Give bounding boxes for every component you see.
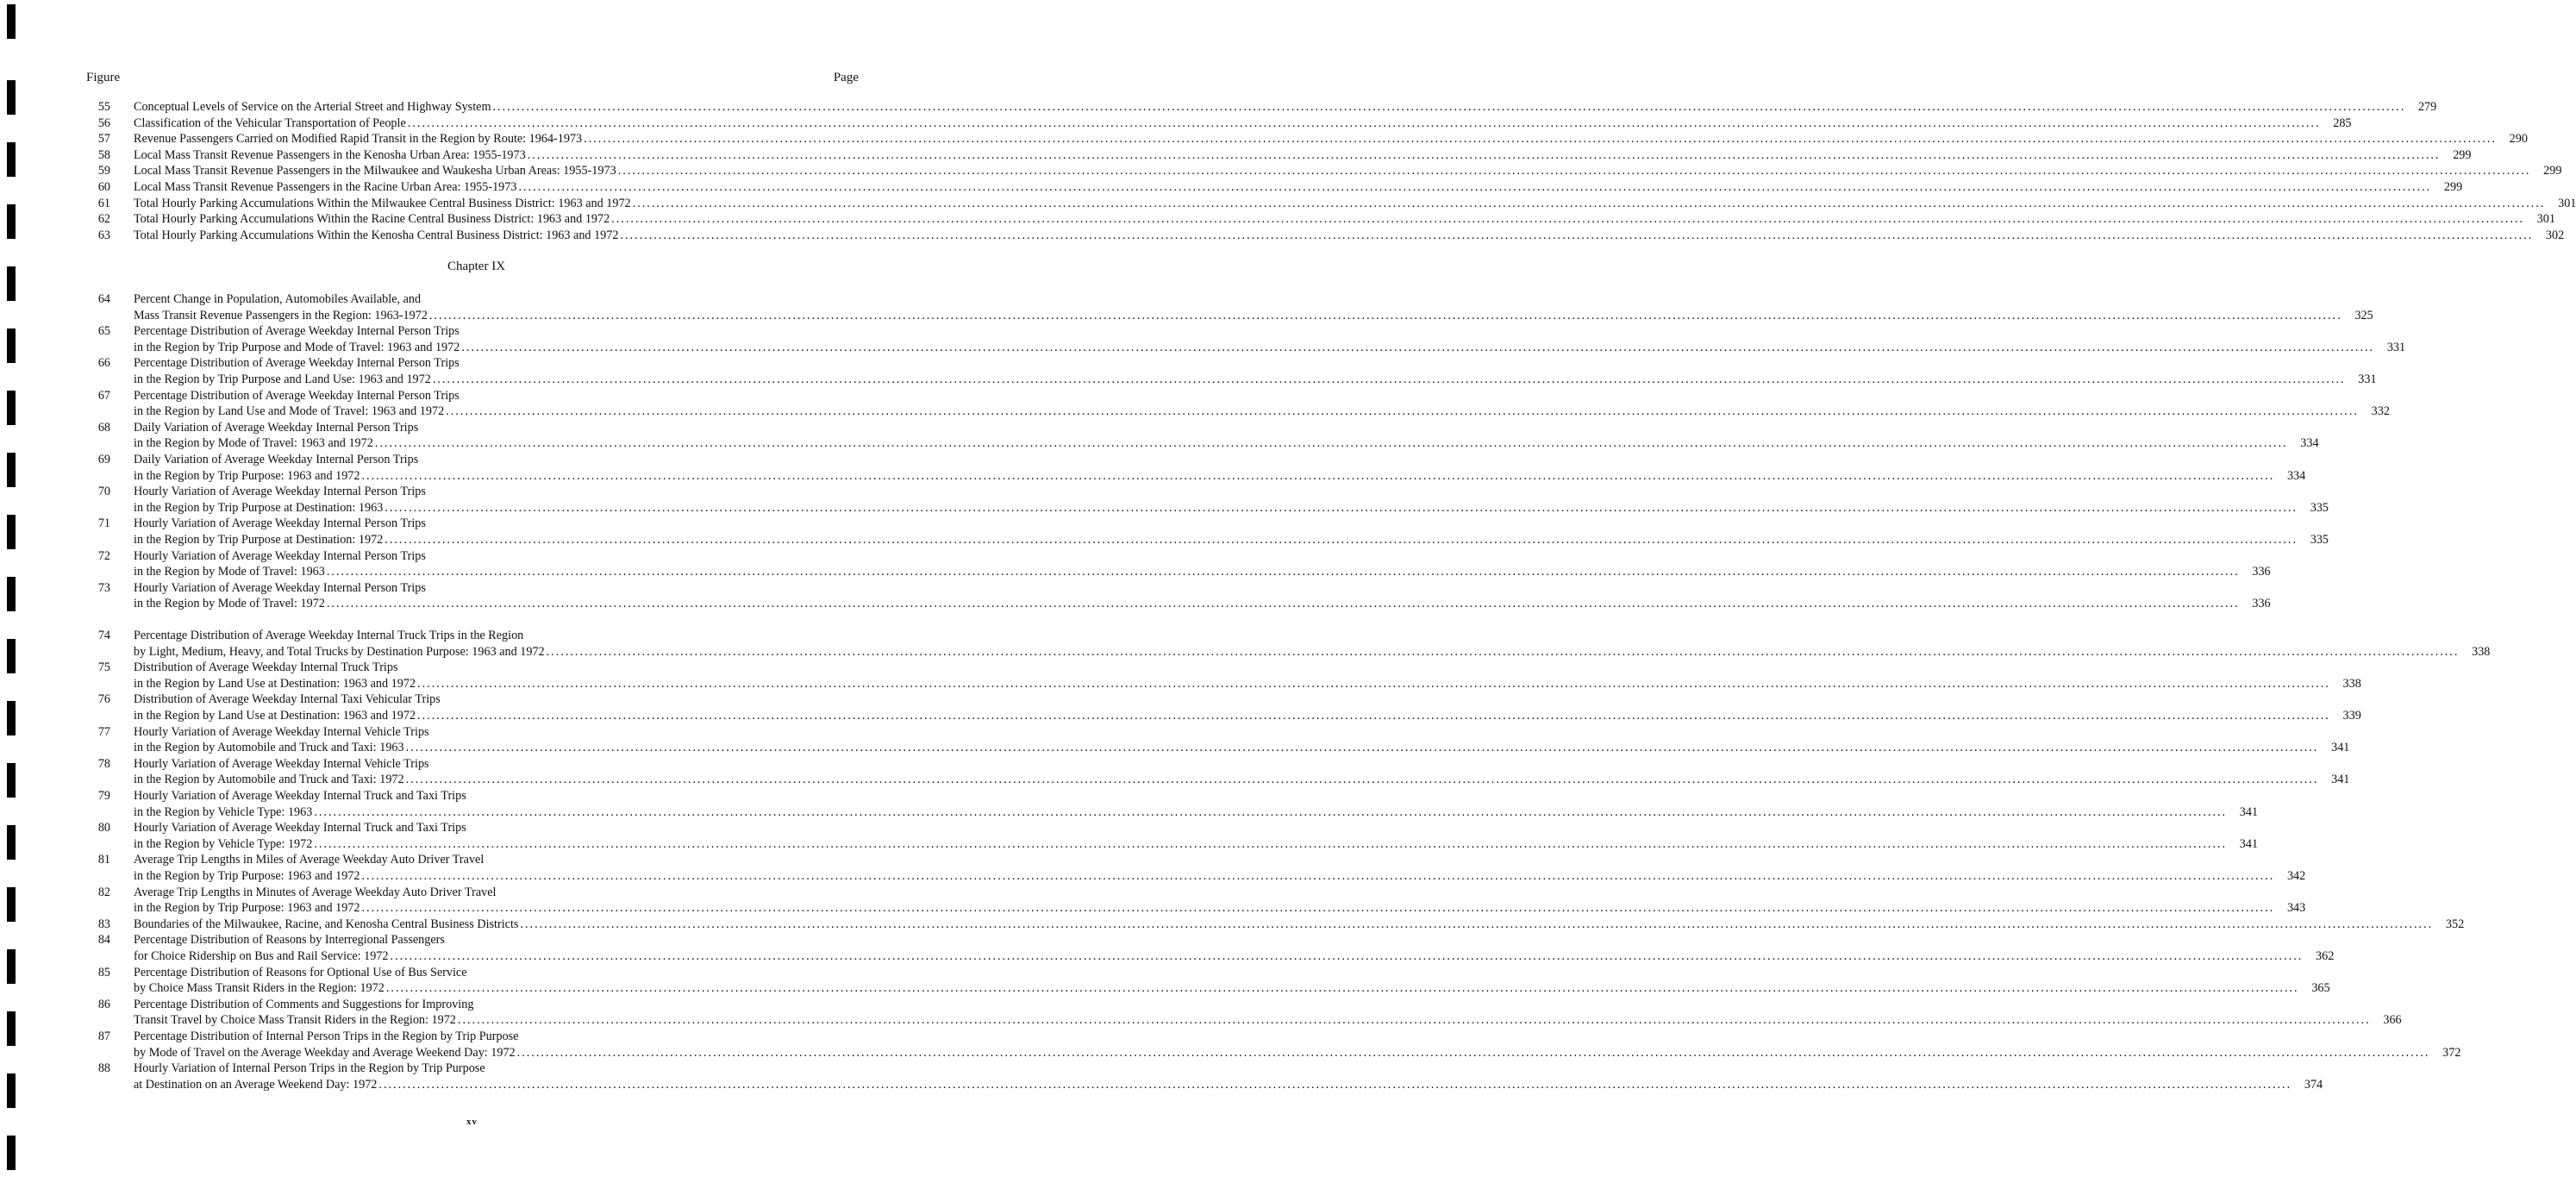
figure-title-line [134,404,2390,420]
dot-leader: ................................................................................................................................................................................................................................................................................................................................................................................................................ [546,644,2460,659]
figure-entry [0,484,2329,516]
figure-entry [0,99,2437,116]
binding-mark [7,1136,16,1170]
page-number: 325 [2354,308,2373,322]
figure-number: 63 [97,228,110,242]
figure-title-line [134,660,860,676]
figure-entry [0,756,2350,788]
figure-title-text: Distribution of Average Weekday Internal Taxi Vehicular Trips [134,692,441,707]
figure-title-line [134,355,860,372]
figure-title-line [134,868,2306,885]
figure-title-line [134,1012,2402,1029]
page-number: 299 [2543,164,2562,178]
figure-title-line [134,516,860,532]
figure-title-text: Revenue Passengers Carried on Modified Rapid Transit in the Region by Route: 1964-1973 [134,132,583,147]
figure-number: 80 [97,821,110,835]
dot-leader: ................................................................................................................................................................................................................................................................................................................................................................................................................ [446,404,2359,419]
figure-number: 87 [97,1029,110,1043]
chapter-heading: Chapter IX [447,260,506,273]
figure-title-text: in the Region by Automobile and Truck and Taxi: 1963 [134,741,404,755]
figure-number: 83 [97,917,110,931]
figure-title-text: Hourly Variation of Average Weekday Internal Vehicle Trips [134,756,429,771]
dot-leader: ................................................................................................................................................................................................................................................................................................................................................................................................................ [520,917,2434,931]
figure-title-line [134,291,860,308]
dot-leader: ................................................................................................................................................................................................................................................................................................................................................................................................................ [620,228,2534,242]
figure-title-line [134,99,2437,116]
figure-entry [0,917,2465,933]
figure-title-line [134,900,2306,917]
figure-number: 81 [97,853,110,867]
page-number: 290 [2509,132,2528,147]
page-number: 331 [2358,372,2377,386]
dot-leader: ................................................................................................................................................................................................................................................................................................................................................................................................................ [378,1077,2292,1092]
figure-entry [0,131,2528,147]
figure-title-text: Hourly Variation of Internal Person Trips in the Region by Trip Purpose [134,1061,485,1076]
figure-title-text: Average Trip Lengths in Minutes of Average Weekday Auto Driver Travel [134,885,497,899]
figure-title-line [134,788,860,804]
figure-number: 74 [97,629,110,642]
figure-title-line [134,228,2565,244]
dot-leader: ................................................................................................................................................................................................................................................................................................................................................................................................................ [428,308,2342,322]
dot-leader: ................................................................................................................................................................................................................................................................................................................................................................................................................ [314,804,2228,819]
figure-title-line [134,484,860,500]
dot-leader: ................................................................................................................................................................................................................................................................................................................................................................................................................ [361,868,2275,883]
figure-title-line [134,468,2306,485]
figure-title-line [134,820,860,836]
page-number: 299 [2443,180,2463,194]
figure-title-line [134,628,860,644]
figure-title-line [134,965,860,981]
figure-title-line [134,163,2562,179]
figure-title-line [134,131,2528,147]
figure-title-text: for Choice Ridership on Bus and Rail Service: 1972 [134,948,389,963]
figure-title-text: Percentage Distribution of Average Weekday Internal Person Trips [134,324,460,339]
figure-title-line [134,691,860,708]
figure-title-text: in the Region by Land Use at Destination: 1963 and 1972 [134,708,416,723]
page-number: 285 [2333,116,2352,130]
figure-title-text: Total Hourly Parking Accumulations Within the Racine Central Business District: 1963 and 1972 [134,212,610,227]
dot-leader: ................................................................................................................................................................................................................................................................................................................................................................................................................ [518,180,2432,194]
figure-number: 60 [97,180,110,194]
figure-title-line [134,708,2361,724]
figure-title-text: Conceptual Levels of Service on the Arterial Street and Highway System [134,100,491,114]
figure-title-text: Total Hourly Parking Accumulations Within the Kenosha Central Business District: 1963 and 1972 [134,228,619,242]
figure-title-line [134,740,2350,756]
page-number: 338 [2342,676,2361,691]
figure-title-text: Percentage Distribution of Reasons for Optional Use of Bus Service [134,965,467,979]
figure-title-text: Hourly Variation of Average Weekday Internal Vehicle Trips [134,724,429,739]
figure-title-line [134,756,860,773]
page-number: 362 [2316,948,2335,963]
dot-leader: ................................................................................................................................................................................................................................................................................................................................................................................................................ [405,773,2319,787]
dot-leader: ................................................................................................................................................................................................................................................................................................................................................................................................................ [314,836,2228,851]
figure-title-text: in the Region by Automobile and Truck and Taxi: 1972 [134,773,404,787]
page-number: 342 [2286,868,2306,883]
figure-title-line [134,340,2406,356]
page-number: 338 [2472,644,2491,659]
figure-number: 62 [97,212,110,227]
figure-title-line [134,179,2463,196]
figure-entry [0,820,2259,852]
dot-leader: ................................................................................................................................................................................................................................................................................................................................................................................................................ [617,164,2531,178]
dot-leader: ................................................................................................................................................................................................................................................................................................................................................................................................................ [516,1045,2430,1060]
figure-entry [0,196,2576,212]
dot-leader: ................................................................................................................................................................................................................................................................................................................................................................................................................ [457,1013,2371,1028]
figure-entry [0,388,2390,420]
figure-entry [0,179,2463,196]
figure-title-text: in the Region by Mode of Travel: 1963 and 1972 [134,436,373,451]
figure-title-text: Percentage Distribution of Average Weekday Internal Person Trips [134,356,460,371]
dot-leader: ................................................................................................................................................................................................................................................................................................................................................................................................................ [385,500,2298,515]
figure-title-text: Percentage Distribution of Internal Person Trips in the Region by Trip Purpose [134,1029,519,1043]
dot-leader: ................................................................................................................................................................................................................................................................................................................................................................................................................ [632,196,2546,210]
figure-title-line [134,147,2472,164]
figure-title-text: in the Region by Trip Purpose and Mode of Travel: 1963 and 1972 [134,340,460,354]
figure-title-line [134,452,860,468]
figure-title-text: Local Mass Transit Revenue Passengers in the Milwaukee and Waukesha Urban Areas: 1955-1973 [134,164,616,178]
figure-number: 55 [97,100,110,114]
figure-entry [0,548,2271,580]
figure-entry [0,691,2361,723]
figure-number: 71 [97,516,110,531]
figure-title-text: Hourly Variation of Average Weekday Internal Person Trips [134,516,426,531]
figure-title-text: Transit Travel by Choice Mass Transit Riders in the Region: 1972 [134,1013,456,1028]
figure-number: 67 [97,388,110,403]
figure-number: 57 [97,132,110,147]
figure-title-line [134,116,2352,132]
figure-title-text: in the Region by Mode of Travel: 1972 [134,597,325,611]
figure-entry [0,932,2335,964]
figure-column-label: Figure [86,71,121,84]
figure-title-line [134,308,2373,324]
figure-title-text: in the Region by Land Use at Destination: 1963 and 1972 [134,676,416,691]
figure-title-line [134,323,860,340]
page-number: 335 [2310,532,2329,547]
figure-title-line [134,836,2259,853]
figure-title-text: in the Region by Trip Purpose: 1963 and 1972 [134,901,360,916]
dot-leader: ................................................................................................................................................................................................................................................................................................................................................................................................................ [417,676,2330,691]
page-number: 365 [2311,981,2330,996]
figure-title-line [134,948,2335,965]
figure-title-line [134,372,2377,388]
dot-leader: ................................................................................................................................................................................................................................................................................................................................................................................................................ [361,468,2275,483]
figure-entry [0,965,2330,997]
figure-entry [0,323,2406,355]
figure-number: 66 [97,356,110,371]
figure-number: 88 [97,1061,110,1076]
figure-title-text: in the Region by Mode of Travel: 1963 [134,565,325,579]
column-header [86,71,859,88]
figure-title-text: Mass Transit Revenue Passengers in the Region: 1963-1972 [134,308,428,322]
figure-number: 70 [97,485,110,499]
figure-title-text: in the Region by Vehicle Type: 1972 [134,836,313,851]
binding-mark [7,4,16,39]
dot-leader: ................................................................................................................................................................................................................................................................................................................................................................................................................ [432,372,2346,386]
figure-number: 86 [97,997,110,1011]
figure-title-line [134,564,2271,580]
page-number: 341 [2239,804,2259,819]
figure-title-line [134,532,2329,548]
figure-title-line [134,1077,2323,1093]
dot-leader: ................................................................................................................................................................................................................................................................................................................................................................................................................ [584,132,2497,147]
figure-title-text: in the Region by Land Use and Mode of Travel: 1963 and 1972 [134,404,445,419]
figure-title-line [134,885,860,901]
figure-number: 64 [97,292,110,306]
page-number: 372 [2442,1045,2461,1060]
figure-entry [0,516,2329,548]
figure-title-text: Percentage Distribution of Reasons by Interregional Passengers [134,933,445,948]
figure-entry [0,291,2373,323]
figure-title-text: by Mode of Travel on the Average Weekday and Average Weekend Day: 1972 [134,1045,516,1060]
figure-entry [0,228,2565,244]
page-number: 334 [2300,436,2319,451]
figure-title-line [134,724,860,741]
figure-title-text: Percentage Distribution of Average Weekday Internal Truck Trips in the Region [134,629,524,642]
figure-title-text: in the Region by Trip Purpose: 1963 and 1972 [134,868,360,883]
figure-title-line [134,388,860,404]
figure-title-text: Average Trip Lengths in Miles of Average Weekday Auto Driver Travel [134,853,485,867]
figure-title-text: Local Mass Transit Revenue Passengers in the Racine Urban Area: 1955-1973 [134,180,517,194]
page-number: 341 [2331,773,2350,787]
figure-number: 84 [97,933,110,948]
figure-title-text: by Choice Mass Transit Riders in the Region: 1972 [134,981,385,996]
figure-number: 56 [97,116,110,130]
dot-leader: ................................................................................................................................................................................................................................................................................................................................................................................................................ [385,981,2299,996]
figure-title-line [134,804,2259,821]
figure-number: 68 [97,420,110,435]
figure-title-line [134,580,860,597]
figure-entry [0,211,2555,228]
figure-entry [0,1061,2323,1092]
dot-leader: ................................................................................................................................................................................................................................................................................................................................................................................................................ [407,116,2321,130]
figure-title-line [134,211,2555,228]
figure-title-line [134,676,2361,692]
figure-title-text: Percentage Distribution of Comments and Suggestions for Improving [134,997,474,1011]
figure-entry [0,147,2472,164]
page-number: 332 [2371,404,2390,419]
dot-leader: ................................................................................................................................................................................................................................................................................................................................................................................................................ [461,340,2375,354]
figure-title-text: Distribution of Average Weekday Internal Truck Trips [134,660,398,675]
dot-leader: ................................................................................................................................................................................................................................................................................................................................................................................................................ [492,100,2406,114]
figure-title-line [134,435,2319,452]
figure-number: 82 [97,885,110,899]
figure-title-line [134,932,860,948]
figure-title-text: in the Region by Trip Purpose at Destination: 1963 [134,500,384,515]
dot-leader: ................................................................................................................................................................................................................................................................................................................................................................................................................ [361,901,2275,916]
figure-number: 59 [97,164,110,178]
figure-title-text: Hourly Variation of Average Weekday Internal Truck and Taxi Trips [134,789,466,803]
figure-title-text: Hourly Variation of Average Weekday Internal Truck and Taxi Trips [134,821,466,835]
figure-entry [0,420,2319,452]
figure-entry [0,788,2259,820]
dot-leader: ................................................................................................................................................................................................................................................................................................................................................................................................................ [611,212,2524,227]
page-number: 343 [2286,901,2306,916]
figure-title-line [134,997,860,1013]
figure-entry [0,724,2350,756]
figure-title-line [134,420,860,436]
figure-title-text: in the Region by Trip Purpose: 1963 and 1972 [134,468,360,483]
figure-entry [0,116,2352,132]
figure-number: 75 [97,660,110,675]
figure-number: 76 [97,692,110,707]
figure-number: 85 [97,965,110,979]
figure-entry [0,997,2402,1029]
figure-title-line [134,596,2271,612]
page-number: 334 [2286,468,2306,483]
dot-leader: ................................................................................................................................................................................................................................................................................................................................................................................................................ [326,597,2240,611]
figure-number: 77 [97,724,110,739]
figure-title-line [134,196,2576,212]
page-number: 279 [2417,100,2437,114]
figure-title-text: Hourly Variation of Average Weekday Internal Person Trips [134,580,426,595]
page-number: 302 [2545,228,2565,242]
page-number: 335 [2310,500,2329,515]
figure-title-line [134,917,2465,933]
dot-leader: ................................................................................................................................................................................................................................................................................................................................................................................................................ [390,948,2304,963]
figure-title-line [134,500,2329,516]
figure-title-line [134,772,2350,788]
figure-title-text: Percentage Distribution of Average Weekday Internal Person Trips [134,388,460,403]
figure-entry [0,628,2491,660]
figure-title-line [134,1029,860,1045]
page-column-label: Page [833,71,859,84]
page-number: 341 [2239,836,2259,851]
figure-title-line [134,980,2330,997]
figure-number: 61 [97,196,110,210]
figure-number: 72 [97,548,110,563]
page-number: 374 [2304,1077,2323,1092]
figure-title-line [134,548,860,565]
dot-leader: ................................................................................................................................................................................................................................................................................................................................................................................................................ [374,436,2288,451]
figure-title-line [134,1061,860,1077]
page-number: 336 [2252,597,2271,611]
figure-entry [0,660,2361,691]
figure-title-text: Hourly Variation of Average Weekday Internal Person Trips [134,485,426,499]
figure-title-text: in the Region by Vehicle Type: 1963 [134,804,313,819]
figure-title-line [134,1045,2461,1061]
page-number: 352 [2445,917,2465,931]
figure-title-line [134,852,860,868]
page-number: 299 [2453,147,2472,162]
dot-leader: ................................................................................................................................................................................................................................................................................................................................................................................................................ [417,708,2330,723]
figure-title-text: at Destination on an Average Weekend Day: 1972 [134,1077,378,1092]
page-number: 341 [2331,741,2350,755]
figure-entry [0,163,2562,179]
figure-title-text: Classification of the Vehicular Transportation of People [134,116,406,130]
page-folio: xv [466,1117,478,1127]
figure-title-text: by Light, Medium, Heavy, and Total Trucks by Destination Purpose: 1963 and 1972 [134,644,545,659]
figure-entry [0,885,2306,917]
figure-title-text: Boundaries of the Milwaukee, Racine, and Kenosha Central Business Districts [134,917,519,931]
figure-entry [0,452,2306,484]
figure-title-text: in the Region by Trip Purpose and Land Use: 1963 and 1972 [134,372,431,386]
dot-leader: ................................................................................................................................................................................................................................................................................................................................................................................................................ [405,741,2319,755]
figure-title-text: Daily Variation of Average Weekday Internal Person Trips [134,420,419,435]
figure-number: 69 [97,453,110,466]
figure-number: 73 [97,580,110,595]
page-number: 336 [2252,565,2271,579]
figure-entry [0,1029,2461,1061]
figure-title-text: Percent Change in Population, Automobiles Available, and [134,292,422,306]
figure-title-text: Total Hourly Parking Accumulations Within the Milwaukee Central Business District: 1963 and 1972 [134,196,631,210]
figure-title-line [134,644,2491,660]
figure-entry [0,580,2271,612]
figure-number: 79 [97,789,110,803]
figure-number: 78 [97,756,110,771]
figure-entry [0,852,2306,884]
page-number: 301 [2536,212,2555,227]
figure-number: 58 [97,147,110,162]
figure-number: 65 [97,324,110,339]
figure-title-text: Daily Variation of Average Weekday Internal Person Trips [134,453,419,466]
page-number: 339 [2342,708,2361,723]
figure-title-text: Local Mass Transit Revenue Passengers in the Kenosha Urban Area: 1955-1973 [134,147,526,162]
dot-leader: ................................................................................................................................................................................................................................................................................................................................................................................................................ [385,532,2298,547]
figure-title-text: Hourly Variation of Average Weekday Internal Person Trips [134,548,426,563]
dot-leader: ................................................................................................................................................................................................................................................................................................................................................................................................................ [326,565,2240,579]
figure-entry [0,355,2377,387]
figure-title-text: in the Region by Trip Purpose at Destination: 1972 [134,532,384,547]
dot-leader: ................................................................................................................................................................................................................................................................................................................................................................................................................ [527,147,2441,162]
page-number: 366 [2383,1013,2402,1028]
page-number: 301 [2558,196,2576,210]
page-number: 331 [2386,340,2406,354]
